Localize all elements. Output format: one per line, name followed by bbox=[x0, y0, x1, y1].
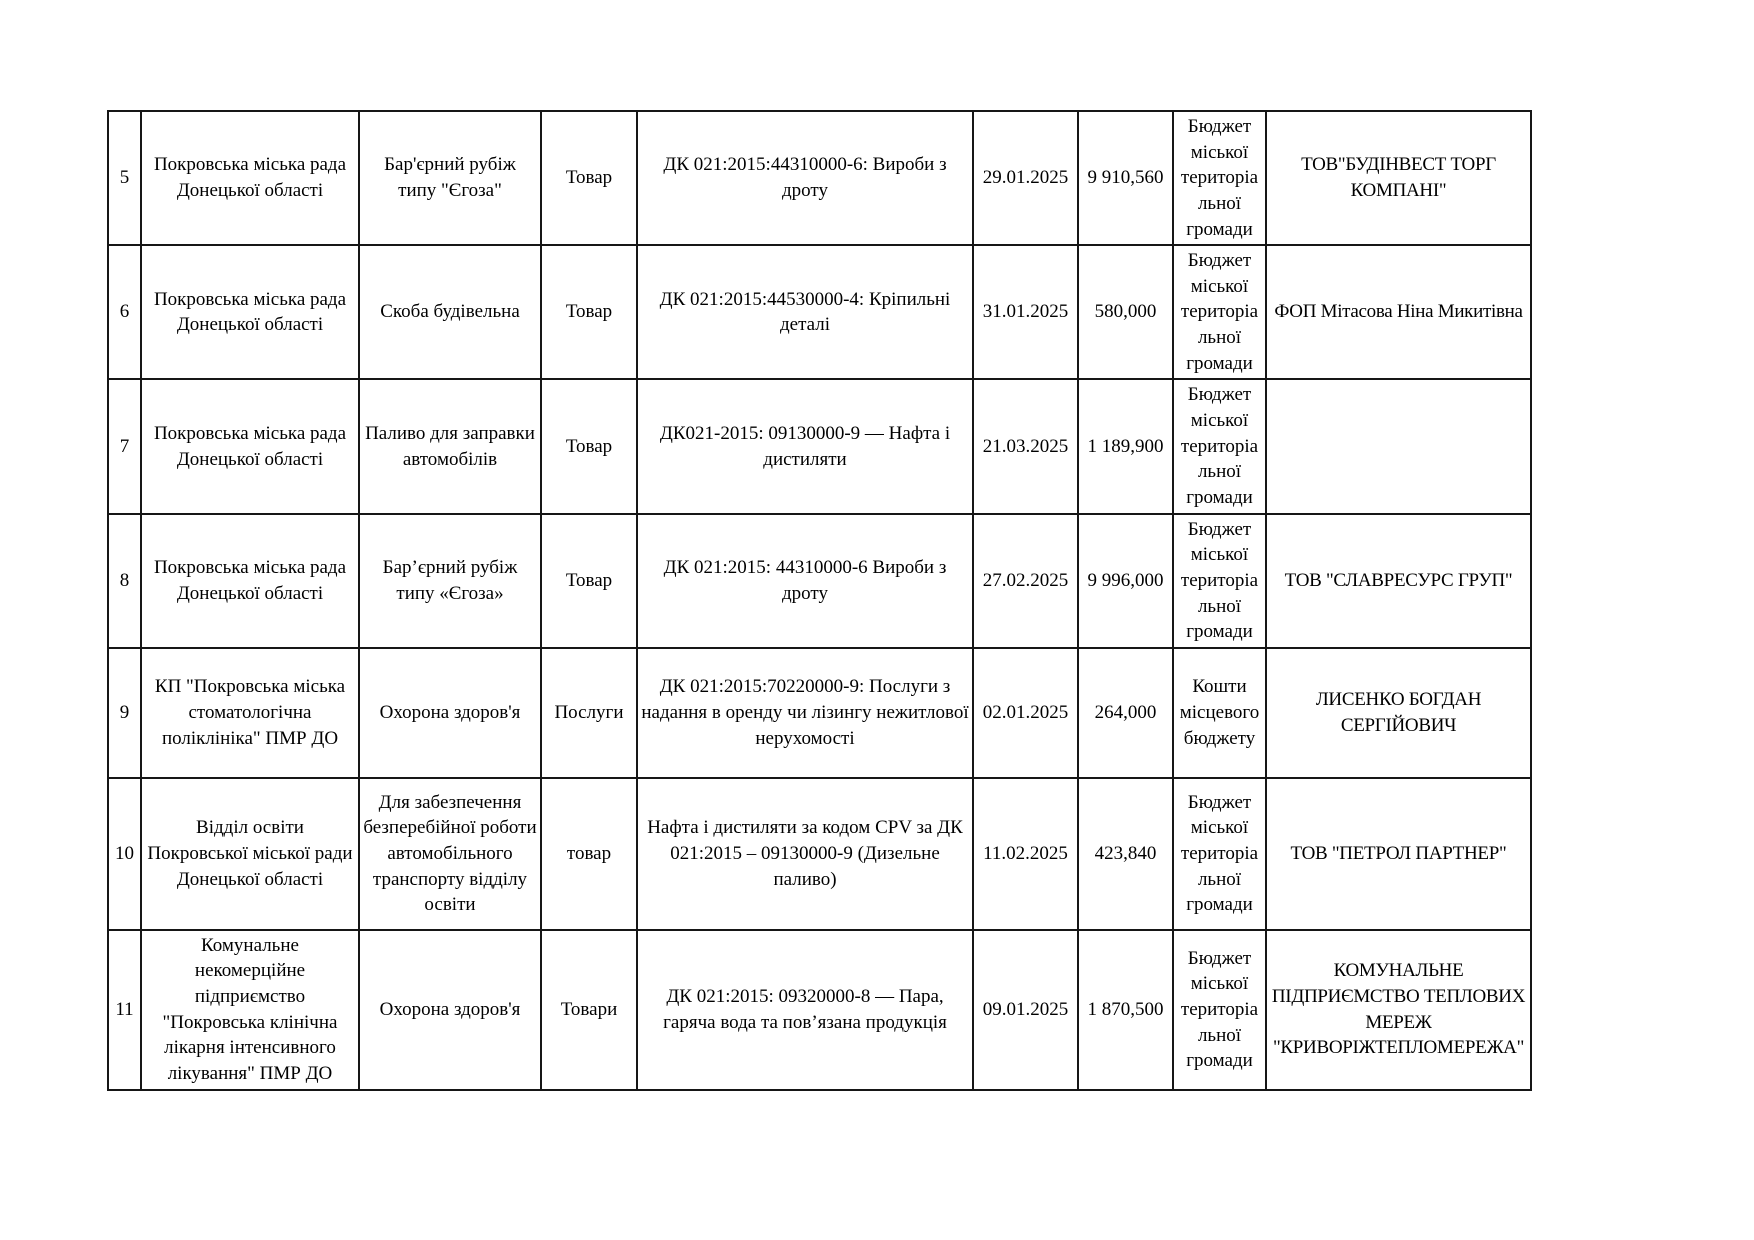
table-row bbox=[108, 245, 1531, 379]
table-row bbox=[108, 648, 1531, 778]
table-row bbox=[108, 930, 1531, 1090]
supplier-cell: ТОВ"БУДІНВЕСТ ТОРГ КОМПАНІ" bbox=[1266, 111, 1531, 245]
item-cell: Охорона здоров'я bbox=[359, 648, 541, 778]
row-number-cell: 5 bbox=[108, 111, 141, 245]
amount-cell: 9 910,560 bbox=[1078, 111, 1173, 245]
customer-cell: Відділ освіти Покровської міської ради Донецької області bbox=[141, 778, 359, 930]
cpv-code-cell: ДК 021:2015:70220000-9: Послуги з надання в оренду чи лізингу нежитлової нерухомості bbox=[637, 648, 973, 778]
cpv-code-cell: ДК 021:2015:44310000-6: Вироби з дроту bbox=[637, 111, 973, 245]
item-cell: Бар'єрний рубіж типу "Єгоза" bbox=[359, 111, 541, 245]
procurement-table bbox=[107, 110, 1532, 1091]
date-cell: 27.02.2025 bbox=[973, 514, 1078, 648]
procurement-type-cell: Товар bbox=[541, 111, 637, 245]
procurement-table-body bbox=[108, 111, 1531, 1090]
customer-cell: Комунальне некомерційне підприємство "Покровська клінічна лікарня інтенсивного лікування" ПМР ДО bbox=[141, 930, 359, 1090]
customer-cell: Покровська міська рада Донецької області bbox=[141, 514, 359, 648]
row-number-cell: 9 bbox=[108, 648, 141, 778]
supplier-cell: ЛИСЕНКО БОГДАН СЕРГІЙОВИЧ bbox=[1266, 648, 1531, 778]
procurement-type-cell: Товар bbox=[541, 514, 637, 648]
row-number-cell: 8 bbox=[108, 514, 141, 648]
table-row bbox=[108, 379, 1531, 513]
row-number-cell: 10 bbox=[108, 778, 141, 930]
funding-source-cell: Бюджет міської територіальної громади bbox=[1173, 379, 1266, 513]
date-cell: 09.01.2025 bbox=[973, 930, 1078, 1090]
table-row bbox=[108, 778, 1531, 930]
row-number-cell: 6 bbox=[108, 245, 141, 379]
row-number-cell: 7 bbox=[108, 379, 141, 513]
item-cell: Охорона здоров'я bbox=[359, 930, 541, 1090]
amount-cell: 1 870,500 bbox=[1078, 930, 1173, 1090]
supplier-cell: ТОВ "СЛАВРЕСУРС ГРУП" bbox=[1266, 514, 1531, 648]
date-cell: 29.01.2025 bbox=[973, 111, 1078, 245]
cpv-code-cell: ДК 021:2015:44530000-4: Кріпильні деталі bbox=[637, 245, 973, 379]
supplier-cell: КОМУНАЛЬНЕ ПІДПРИЄМСТВО ТЕПЛОВИХ МЕРЕЖ "КРИВОРІЖТЕПЛОМЕРЕЖА" bbox=[1266, 930, 1531, 1090]
funding-source-cell: Бюджет міської територіальної громади bbox=[1173, 111, 1266, 245]
procurement-type-cell: Товари bbox=[541, 930, 637, 1090]
date-cell: 02.01.2025 bbox=[973, 648, 1078, 778]
amount-cell: 9 996,000 bbox=[1078, 514, 1173, 648]
customer-cell: Покровська міська рада Донецької області bbox=[141, 245, 359, 379]
funding-source-cell: Бюджет міської територіальної громади bbox=[1173, 778, 1266, 930]
customer-cell: КП "Покровська міська стоматологічна поліклініка" ПМР ДО bbox=[141, 648, 359, 778]
date-cell: 21.03.2025 bbox=[973, 379, 1078, 513]
date-cell: 31.01.2025 bbox=[973, 245, 1078, 379]
item-cell: Бар’єрний рубіж типу «Єгоза» bbox=[359, 514, 541, 648]
item-cell: Для забезпечення безперебійної роботи автомобільного транспорту відділу освіти bbox=[359, 778, 541, 930]
cpv-code-cell: Нафта і дистиляти за кодом CPV за ДК 021:2015 – 09130000-9 (Дизельне паливо) bbox=[637, 778, 973, 930]
amount-cell: 423,840 bbox=[1078, 778, 1173, 930]
amount-cell: 580,000 bbox=[1078, 245, 1173, 379]
procurement-type-cell: товар bbox=[541, 778, 637, 930]
supplier-cell bbox=[1266, 379, 1531, 513]
supplier-cell: ТОВ "ПЕТРОЛ ПАРТНЕР" bbox=[1266, 778, 1531, 930]
date-cell: 11.02.2025 bbox=[973, 778, 1078, 930]
funding-source-cell: Бюджет міської територіальної громади bbox=[1173, 930, 1266, 1090]
cpv-code-cell: ДК 021:2015: 44310000-6 Вироби з дроту bbox=[637, 514, 973, 648]
funding-source-cell: Бюджет міської територіальної громади bbox=[1173, 514, 1266, 648]
item-cell: Скоба будівельна bbox=[359, 245, 541, 379]
customer-cell: Покровська міська рада Донецької області bbox=[141, 111, 359, 245]
cpv-code-cell: ДК021-2015: 09130000-9 — Нафта і дистиляти bbox=[637, 379, 973, 513]
procurement-type-cell: Послуги bbox=[541, 648, 637, 778]
amount-cell: 264,000 bbox=[1078, 648, 1173, 778]
funding-source-cell: Кошти місцевого бюджету bbox=[1173, 648, 1266, 778]
customer-cell: Покровська міська рада Донецької області bbox=[141, 379, 359, 513]
row-number-cell: 11 bbox=[108, 930, 141, 1090]
item-cell: Паливо для заправки автомобілів bbox=[359, 379, 541, 513]
funding-source-cell: Бюджет міської територіальної громади bbox=[1173, 245, 1266, 379]
procurement-type-cell: Товар bbox=[541, 245, 637, 379]
supplier-cell: ФОП Мітасова Ніна Микитівна bbox=[1266, 245, 1531, 379]
table-row bbox=[108, 111, 1531, 245]
table-row bbox=[108, 514, 1531, 648]
cpv-code-cell: ДК 021:2015: 09320000-8 — Пара, гаряча вода та пов’язана продукція bbox=[637, 930, 973, 1090]
procurement-type-cell: Товар bbox=[541, 379, 637, 513]
amount-cell: 1 189,900 bbox=[1078, 379, 1173, 513]
